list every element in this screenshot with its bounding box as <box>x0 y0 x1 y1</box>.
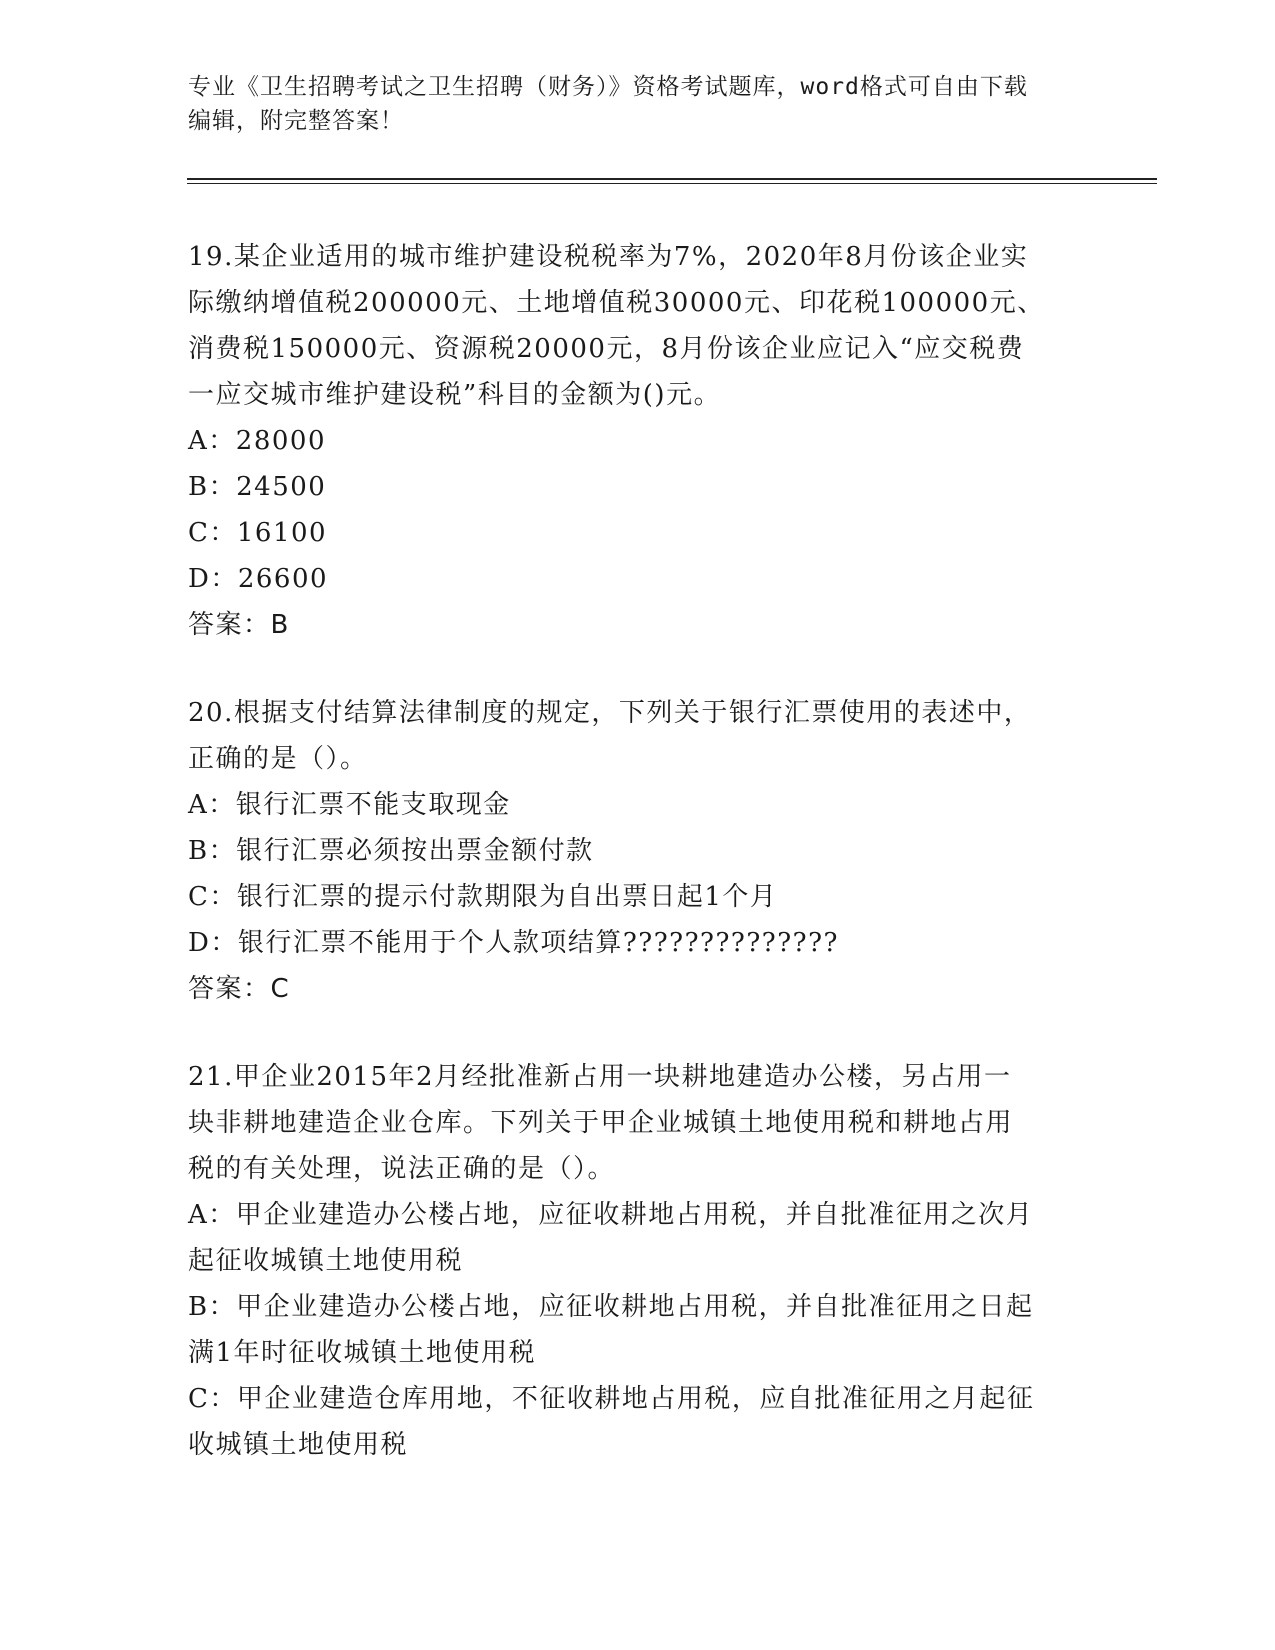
option-b: B：24500 <box>188 472 327 502</box>
option-b-line: 满1年时征收城镇土地使用税 <box>188 1338 537 1368</box>
option-b-line: B：甲企业建造办公楼占地，应征收耕地占用税，并自批准征用之日起 <box>188 1292 1034 1322</box>
question-stem-line: 20.根据支付结算法律制度的规定，下列关于银行汇票使用的表述中， <box>188 698 1032 728</box>
page-header <box>188 70 1088 138</box>
answer-line: 答案：C <box>188 974 291 1004</box>
option-c: C：16100 <box>188 518 328 548</box>
option-c-line: 收城镇土地使用税 <box>188 1430 409 1460</box>
answer-line: 答案：B <box>188 610 290 640</box>
question-19 <box>188 234 1088 648</box>
header-line-1: 专业《卫生招聘考试之卫生招聘（财务）》资格考试题库，word格式可自由下载 <box>188 74 1028 100</box>
header-line-2: 编辑，附完整答案！ <box>188 108 404 134</box>
option-a-line: 起征收城镇土地使用税 <box>188 1246 464 1276</box>
question-stem-line: 一应交城市维护建设税”科目的金额为()元。 <box>188 380 722 410</box>
option-a: A：银行汇票不能支取现金 <box>188 790 511 820</box>
question-stem-line: 消费税150000元、资源税20000元，8月份该企业应记入“应交税费 <box>188 334 1025 364</box>
option-a-line: A：甲企业建造办公楼占地，应征收耕地占用税，并自批准征用之次月 <box>188 1200 1034 1230</box>
question-stem-line: 际缴纳增值税200000元、土地增值税30000元、印花税100000元、 <box>188 288 1045 318</box>
question-stem-line: 正确的是（）。 <box>188 744 368 774</box>
question-stem-line: 块非耕地建造企业仓库。下列关于甲企业城镇土地使用税和耕地占用 <box>188 1108 1014 1138</box>
question-stem-line: 19.某企业适用的城市维护建设税税率为7%，2020年8月份该企业实 <box>188 242 1029 272</box>
question-21 <box>188 1054 1088 1468</box>
option-a: A：28000 <box>188 426 326 456</box>
option-b: B：银行汇票必须按出票金额付款 <box>188 836 594 866</box>
option-c: C：银行汇票的提示付款期限为自出票日起1个月 <box>188 882 778 912</box>
option-c-line: C：甲企业建造仓库用地，不征收耕地占用税，应自批准征用之月起征 <box>188 1384 1035 1414</box>
question-stem-line: 税的有关处理，说法正确的是（）。 <box>188 1154 616 1184</box>
option-d: D：26600 <box>188 564 329 594</box>
header-divider <box>187 178 1157 184</box>
option-d: D：银行汇票不能用于个人款项结算?????????????? <box>188 928 839 958</box>
question-stem-line: 21.甲企业2015年2月经批准新占用一块耕地建造办公楼，另占用一 <box>188 1062 1012 1092</box>
question-20 <box>188 690 1088 1012</box>
